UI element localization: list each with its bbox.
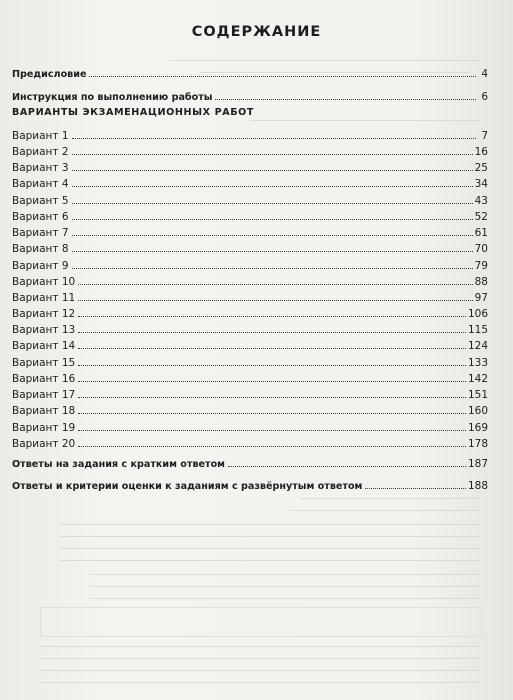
toc-entry-label: Вариант 10 (12, 276, 76, 288)
toc-page-number: 97 (474, 292, 488, 304)
toc-page-number: 133 (467, 357, 488, 369)
toc-entry-variant-15 (12, 353, 488, 369)
dot-leader (72, 268, 473, 269)
bleed-through-line (200, 72, 470, 73)
dot-leader (215, 99, 476, 100)
bleed-through-line (60, 548, 480, 549)
toc-entry-label: Вариант 2 (12, 146, 69, 158)
toc-entry-variant-1 (12, 126, 488, 142)
toc-entry-label: Вариант 13 (12, 324, 76, 336)
toc-entry-variant-9 (12, 256, 488, 272)
page-title: СОДЕРЖАНИЕ (191, 24, 322, 40)
toc-page-number: 169 (467, 422, 488, 434)
bleed-through-box (40, 607, 482, 637)
dot-leader (78, 300, 472, 301)
toc-entry-label: Вариант 9 (12, 260, 69, 272)
toc-entry-variant-13 (12, 320, 488, 336)
toc-page-number: 61 (474, 227, 488, 239)
dot-leader (78, 365, 466, 366)
toc-entry-variant-10 (12, 272, 488, 288)
toc-entry-variant-12 (12, 304, 488, 320)
toc-page-number: 4 (481, 68, 488, 80)
toc-entry-label: Вариант 8 (12, 243, 69, 255)
bleed-through-line (60, 536, 480, 537)
toc-entry-label: Вариант 14 (12, 340, 76, 352)
toc-entry-label: Вариант 17 (12, 389, 76, 401)
dot-leader (78, 413, 466, 414)
toc-page-number: 88 (474, 276, 488, 288)
dot-leader (78, 397, 466, 398)
toc-page-number: 79 (474, 260, 488, 272)
bleed-through-line (40, 682, 480, 683)
toc-entry-variant-19 (12, 418, 488, 434)
dot-leader (72, 203, 473, 204)
toc-entry-variant-20 (12, 434, 488, 450)
toc-entry-label: Вариант 6 (12, 211, 69, 223)
bleed-through-line (40, 670, 480, 671)
toc-entry-label: Вариант 11 (12, 292, 76, 304)
toc-entry-label: Вариант 15 (12, 357, 76, 369)
toc-page-number: 70 (474, 243, 488, 255)
bleed-through-line (90, 574, 480, 575)
toc-entry-variant-6 (12, 207, 488, 223)
toc-entry-variant-2 (12, 142, 488, 158)
dot-leader (78, 430, 466, 431)
dot-leader (72, 170, 473, 171)
toc-page-number: 188 (467, 480, 488, 492)
dot-leader (72, 186, 473, 187)
dot-leader (78, 381, 466, 382)
toc-entry-label: Вариант 16 (12, 373, 76, 385)
toc-entry-variant-18 (12, 401, 488, 417)
toc-entry-label: Вариант 4 (12, 178, 69, 190)
toc-entry-variant-16 (12, 369, 488, 385)
toc-entry-variant-3 (12, 158, 488, 174)
bleed-through-line (170, 60, 480, 61)
toc-entry-label: Вариант 1 (12, 130, 69, 142)
toc-entry-variant-11 (12, 288, 488, 304)
toc-entry-label: Вариант 12 (12, 308, 76, 320)
bleed-through-line (250, 120, 480, 121)
bleed-through-line (60, 560, 480, 561)
dot-leader (78, 316, 466, 317)
toc-entry-label: Вариант 7 (12, 227, 69, 239)
toc-page-number: 25 (474, 162, 488, 174)
dot-leader (72, 251, 473, 252)
dot-leader (78, 348, 466, 349)
toc-entry-instructions (12, 87, 488, 103)
dot-leader (365, 488, 466, 489)
bleed-through-line (90, 598, 480, 599)
toc-page-number: 178 (467, 438, 488, 450)
toc-entry-label: Предисловие (12, 69, 87, 80)
toc-entry-short-answers (12, 454, 488, 470)
toc-page-number: 187 (467, 458, 488, 470)
dot-leader (72, 235, 473, 236)
toc-entry-label: Вариант 3 (12, 162, 69, 174)
toc-entry-variant-17 (12, 385, 488, 401)
bleed-through-line (40, 658, 480, 659)
bleed-through-line (290, 510, 480, 511)
toc-entry-label: Инструкция по выполнению работы (12, 92, 213, 103)
toc-entry-label: Ответы и критерии оценки к заданиям с развёрнутым ответом (12, 481, 363, 492)
toc-page-number: 52 (474, 211, 488, 223)
toc-page-number: 115 (467, 324, 488, 336)
dot-leader (78, 332, 466, 333)
dot-leader (78, 284, 472, 285)
dot-leader (72, 138, 476, 139)
dot-leader (72, 219, 473, 220)
bleed-through-line (90, 586, 480, 587)
toc-entry-label: Ответы на задания с кратким ответом (12, 459, 226, 470)
toc-entry-variant-8 (12, 239, 488, 255)
toc-page-number: 151 (467, 389, 488, 401)
toc-entry-extended-answers (12, 476, 488, 492)
toc-page-number: 7 (481, 130, 488, 142)
bleed-through-line (60, 524, 480, 525)
bleed-through-line (40, 646, 480, 647)
toc-entry-label: Вариант 19 (12, 422, 76, 434)
dot-leader (78, 446, 466, 447)
toc-entry-variant-4 (12, 174, 488, 190)
toc-entry-variant-5 (12, 191, 488, 207)
toc-page-number: 160 (467, 405, 488, 417)
toc-page-number: 106 (467, 308, 488, 320)
dot-leader (228, 466, 466, 467)
toc-page-number: 6 (481, 91, 488, 103)
toc-page-number: 124 (467, 340, 488, 352)
toc-page-number: 16 (474, 146, 488, 158)
dot-leader (72, 154, 473, 155)
toc-page-number: 142 (467, 373, 488, 385)
toc-entry-label: Вариант 20 (12, 438, 76, 450)
toc-entry-variant-14 (12, 336, 488, 352)
toc-entry-label: Вариант 18 (12, 405, 76, 417)
dot-leader (89, 76, 476, 77)
toc-entry-label: Вариант 5 (12, 195, 69, 207)
toc-page-number: 34 (474, 178, 488, 190)
bleed-through-line (300, 498, 480, 499)
toc-page-number: 43 (474, 195, 488, 207)
section-heading: ВАРИАНТЫ ЭКЗАМЕНАЦИОННЫХ РАБОТ (12, 107, 255, 118)
toc-entry-variant-7 (12, 223, 488, 239)
